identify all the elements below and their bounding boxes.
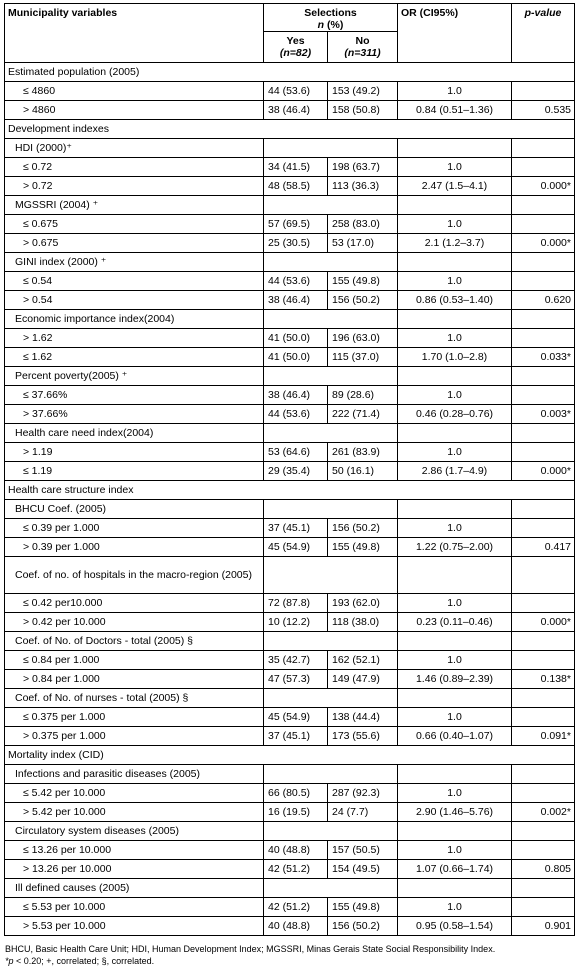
footnote-abbreviations: BHCU, Basic Health Care Unit; HDI, Human Development Index; MGSSRI, Minas Gerais State Social Responsibility Index. [5,944,496,954]
variable-row [5,822,575,841]
category-label: ≤ 0.39 per 1.000 [5,519,264,538]
p-value [512,443,575,462]
category-label: ≤ 5.53 per 10.000 [5,898,264,917]
p-value [512,82,575,101]
table-row [5,291,575,310]
variable-label: BHCU Coef. (2005) [5,500,264,519]
section-row [5,120,575,139]
empty-cell [264,310,398,329]
odds-ratio: 0.95 (0.58–1.54) [398,917,512,936]
odds-ratio: 1.07 (0.66–1.74) [398,860,512,879]
odds-ratio: 2.90 (1.46–5.76) [398,803,512,822]
header-n-label: n [317,19,325,31]
variable-row [5,253,575,272]
no-count: 156 (50.2) [328,291,398,310]
no-count: 149 (47.9) [328,670,398,689]
variable-label: Coef. of no. of hospitals in the macro-region (2005) [5,557,264,594]
yes-count: 45 (54.9) [264,538,328,557]
variable-row [5,879,575,898]
table-row [5,651,575,670]
category-label: ≤ 0.42 per10.000 [5,594,264,613]
odds-ratio: 1.22 (0.75–2.00) [398,538,512,557]
yes-count: 47 (57.3) [264,670,328,689]
header-yes-n: (n=82) [279,47,312,59]
header-p-value: p-value [512,4,575,63]
odds-ratio: 1.0 [398,784,512,803]
empty-cell [264,424,398,443]
header-variables: Municipality variables [5,4,264,63]
yes-count: 40 (48.8) [264,917,328,936]
no-count: 287 (92.3) [328,784,398,803]
category-label: ≤ 4860 [5,82,264,101]
yes-count: 37 (45.1) [264,727,328,746]
category-label: > 0.84 per 1.000 [5,670,264,689]
table-row [5,538,575,557]
p-value [512,215,575,234]
no-count: 158 (50.8) [328,101,398,120]
table-header-row [5,4,575,32]
table-row [5,177,575,196]
odds-ratio: 1.70 (1.0–2.8) [398,348,512,367]
no-count: 156 (50.2) [328,519,398,538]
odds-ratio: 1.0 [398,651,512,670]
odds-ratio: 0.66 (0.40–1.07) [398,727,512,746]
p-value [512,519,575,538]
category-label: ≤ 1.19 [5,462,264,481]
variable-row [5,424,575,443]
header-selections [264,4,398,32]
footnote-p-mark: *p [5,956,14,966]
odds-ratio: 2.86 (1.7–4.9) [398,462,512,481]
no-count: 153 (49.2) [328,82,398,101]
category-label: > 0.675 [5,234,264,253]
yes-count: 44 (53.6) [264,82,328,101]
empty-cell [264,765,398,784]
odds-ratio: 1.0 [398,519,512,538]
no-count: 198 (63.7) [328,158,398,177]
header-yes [264,32,328,63]
p-value [512,158,575,177]
category-label: > 37.66% [5,405,264,424]
yes-count: 35 (42.7) [264,651,328,670]
p-value [512,386,575,405]
header-selections-label: Selections [304,7,357,19]
odds-ratio: 1.0 [398,158,512,177]
p-value [512,841,575,860]
empty-cell [264,879,398,898]
table-row [5,272,575,291]
p-value: 0.417 [512,538,575,557]
section-label: Development indexes [5,120,575,139]
yes-count: 57 (69.5) [264,215,328,234]
variable-row [5,689,575,708]
yes-count: 38 (46.4) [264,386,328,405]
table-row [5,215,575,234]
odds-ratio: 0.23 (0.11–0.46) [398,613,512,632]
yes-count: 66 (80.5) [264,784,328,803]
yes-count: 44 (53.6) [264,405,328,424]
no-count: 196 (63.0) [328,329,398,348]
header-pct-label: (%) [327,19,344,31]
variable-label: Infections and parasitic diseases (2005) [5,765,264,784]
yes-count: 41 (50.0) [264,348,328,367]
header-no [328,32,398,63]
empty-cell [512,689,575,708]
empty-cell [512,500,575,519]
empty-cell [398,253,512,272]
header-no-n: (n=311) [344,47,381,59]
odds-ratio: 1.0 [398,82,512,101]
odds-ratio: 1.0 [398,329,512,348]
empty-cell [264,500,398,519]
empty-cell [512,424,575,443]
variable-label: Economic importance index(2004) [5,310,264,329]
empty-cell [264,632,398,651]
table-body [5,63,575,936]
table-row [5,519,575,538]
yes-count: 37 (45.1) [264,519,328,538]
empty-cell [398,500,512,519]
empty-cell [264,689,398,708]
header-yes-label: Yes [286,35,305,47]
empty-cell [264,253,398,272]
empty-cell [264,367,398,386]
table-row [5,917,575,936]
no-count: 258 (83.0) [328,215,398,234]
empty-cell [398,424,512,443]
no-count: 115 (37.0) [328,348,398,367]
category-label: > 5.42 per 10.000 [5,803,264,822]
category-label: ≤ 5.42 per 10.000 [5,784,264,803]
p-value: 0.901 [512,917,575,936]
category-label: ≤ 0.375 per 1.000 [5,708,264,727]
odds-ratio: 2.47 (1.5–4.1) [398,177,512,196]
p-value: 0.138* [512,670,575,689]
no-count: 162 (52.1) [328,651,398,670]
table-row [5,405,575,424]
empty-cell [512,879,575,898]
p-value: 0.002* [512,803,575,822]
p-value: 0.000* [512,613,575,632]
category-label: > 1.19 [5,443,264,462]
odds-ratio: 1.0 [398,594,512,613]
table-row [5,462,575,481]
no-count: 113 (36.3) [328,177,398,196]
variable-row [5,367,575,386]
odds-ratio: 1.46 (0.89–2.39) [398,670,512,689]
no-count: 155 (49.8) [328,538,398,557]
no-count: 24 (7.7) [328,803,398,822]
yes-count: 44 (53.6) [264,272,328,291]
category-label: > 0.39 per 1.000 [5,538,264,557]
no-count: 157 (50.5) [328,841,398,860]
category-label: > 0.375 per 1.000 [5,727,264,746]
section-label: Health care structure index [5,481,575,500]
empty-cell [398,765,512,784]
variable-label: Coef. of No. of Doctors - total (2005) § [5,632,264,651]
category-label: > 1.62 [5,329,264,348]
empty-cell [512,196,575,215]
variable-row [5,139,575,158]
table-row [5,234,575,253]
header-no-label: No [355,35,370,47]
p-value: 0.535 [512,101,575,120]
table-row [5,670,575,689]
category-label: ≤ 0.84 per 1.000 [5,651,264,670]
table-row [5,158,575,177]
empty-cell [398,632,512,651]
empty-cell [512,310,575,329]
odds-ratio: 1.0 [398,708,512,727]
p-value: 0.805 [512,860,575,879]
yes-count: 42 (51.2) [264,898,328,917]
no-count: 193 (62.0) [328,594,398,613]
section-row [5,746,575,765]
empty-cell [264,557,398,594]
variable-row [5,196,575,215]
odds-ratio: 1.0 [398,386,512,405]
yes-count: 34 (41.5) [264,158,328,177]
category-label: ≤ 13.26 per 10.000 [5,841,264,860]
odds-ratio: 1.0 [398,841,512,860]
section-label: Mortality index (CID) [5,746,575,765]
no-count: 50 (16.1) [328,462,398,481]
empty-cell [264,196,398,215]
category-label: ≤ 0.675 [5,215,264,234]
no-count: 155 (49.8) [328,898,398,917]
p-value: 0.003* [512,405,575,424]
variable-label: HDI (2000)⁺ [5,139,264,158]
yes-count: 72 (87.8) [264,594,328,613]
yes-count: 41 (50.0) [264,329,328,348]
empty-cell [512,632,575,651]
category-label: > 4860 [5,101,264,120]
table-row [5,708,575,727]
empty-cell [512,822,575,841]
empty-cell [264,822,398,841]
table-row [5,784,575,803]
p-value [512,708,575,727]
odds-ratio: 0.86 (0.53–1.40) [398,291,512,310]
empty-cell [512,139,575,158]
empty-cell [398,196,512,215]
yes-count: 48 (58.5) [264,177,328,196]
no-count: 222 (71.4) [328,405,398,424]
footnote-p-text: < 0.20; +, correlated; §, correlated. [13,956,155,966]
table-row [5,860,575,879]
no-count: 155 (49.8) [328,272,398,291]
yes-count: 45 (54.9) [264,708,328,727]
p-value: 0.000* [512,462,575,481]
p-value [512,651,575,670]
variable-label: Ill defined causes (2005) [5,879,264,898]
category-label: > 13.26 per 10.000 [5,860,264,879]
yes-count: 53 (64.6) [264,443,328,462]
p-value [512,898,575,917]
odds-ratio: 0.84 (0.51–1.36) [398,101,512,120]
results-table [4,3,575,936]
variable-label: Percent poverty(2005) ⁺ [5,367,264,386]
variable-row [5,500,575,519]
variable-row [5,557,575,594]
no-count: 156 (50.2) [328,917,398,936]
variable-label: Health care need index(2004) [5,424,264,443]
variable-row [5,765,575,784]
variable-label: GINI index (2000) ⁺ [5,253,264,272]
empty-cell [398,367,512,386]
table-row [5,898,575,917]
p-value [512,784,575,803]
variable-label: MGSSRI (2004) ⁺ [5,196,264,215]
p-value [512,329,575,348]
odds-ratio: 1.0 [398,443,512,462]
yes-count: 38 (46.4) [264,291,328,310]
empty-cell [398,822,512,841]
odds-ratio: 0.46 (0.28–0.76) [398,405,512,424]
odds-ratio: 1.0 [398,898,512,917]
empty-cell [512,765,575,784]
table-row [5,101,575,120]
odds-ratio: 1.0 [398,215,512,234]
empty-cell [398,879,512,898]
table-row [5,594,575,613]
p-value: 0.033* [512,348,575,367]
section-label: Estimated population (2005) [5,63,575,82]
p-value [512,272,575,291]
p-value: 0.091* [512,727,575,746]
yes-count: 10 (12.2) [264,613,328,632]
table-row [5,613,575,632]
table-row [5,443,575,462]
no-count: 173 (55.6) [328,727,398,746]
table-footnote [5,943,573,967]
category-label: > 0.54 [5,291,264,310]
yes-count: 16 (19.5) [264,803,328,822]
category-label: > 0.72 [5,177,264,196]
no-count: 154 (49.5) [328,860,398,879]
table-row [5,803,575,822]
empty-cell [398,557,512,594]
no-count: 89 (28.6) [328,386,398,405]
category-label: > 5.53 per 10.000 [5,917,264,936]
no-count: 53 (17.0) [328,234,398,253]
yes-count: 42 (51.2) [264,860,328,879]
p-value: 0.620 [512,291,575,310]
header-or: OR (CI95%) [398,4,512,63]
empty-cell [398,310,512,329]
yes-count: 25 (30.5) [264,234,328,253]
yes-count: 29 (35.4) [264,462,328,481]
variable-label: Circulatory system diseases (2005) [5,822,264,841]
table-row [5,841,575,860]
table-row [5,348,575,367]
category-label: ≤ 0.72 [5,158,264,177]
no-count: 261 (83.9) [328,443,398,462]
empty-cell [398,139,512,158]
variable-row [5,632,575,651]
no-count: 118 (38.0) [328,613,398,632]
odds-ratio: 1.0 [398,272,512,291]
odds-ratio: 2.1 (1.2–3.7) [398,234,512,253]
empty-cell [512,253,575,272]
table-row [5,727,575,746]
section-row [5,481,575,500]
category-label: > 0.42 per 10.000 [5,613,264,632]
yes-count: 40 (48.8) [264,841,328,860]
category-label: ≤ 0.54 [5,272,264,291]
variable-label: Coef. of No. of nurses - total (2005) § [5,689,264,708]
empty-cell [264,139,398,158]
category-label: ≤ 1.62 [5,348,264,367]
no-count: 138 (44.4) [328,708,398,727]
category-label: ≤ 37.66% [5,386,264,405]
empty-cell [512,367,575,386]
p-value: 0.000* [512,234,575,253]
yes-count: 38 (46.4) [264,101,328,120]
table-row [5,329,575,348]
p-value [512,594,575,613]
empty-cell [398,689,512,708]
table-row [5,82,575,101]
variable-row [5,310,575,329]
p-value: 0.000* [512,177,575,196]
table-row [5,386,575,405]
footnote-significance [5,955,573,967]
section-row [5,63,575,82]
empty-cell [512,557,575,594]
